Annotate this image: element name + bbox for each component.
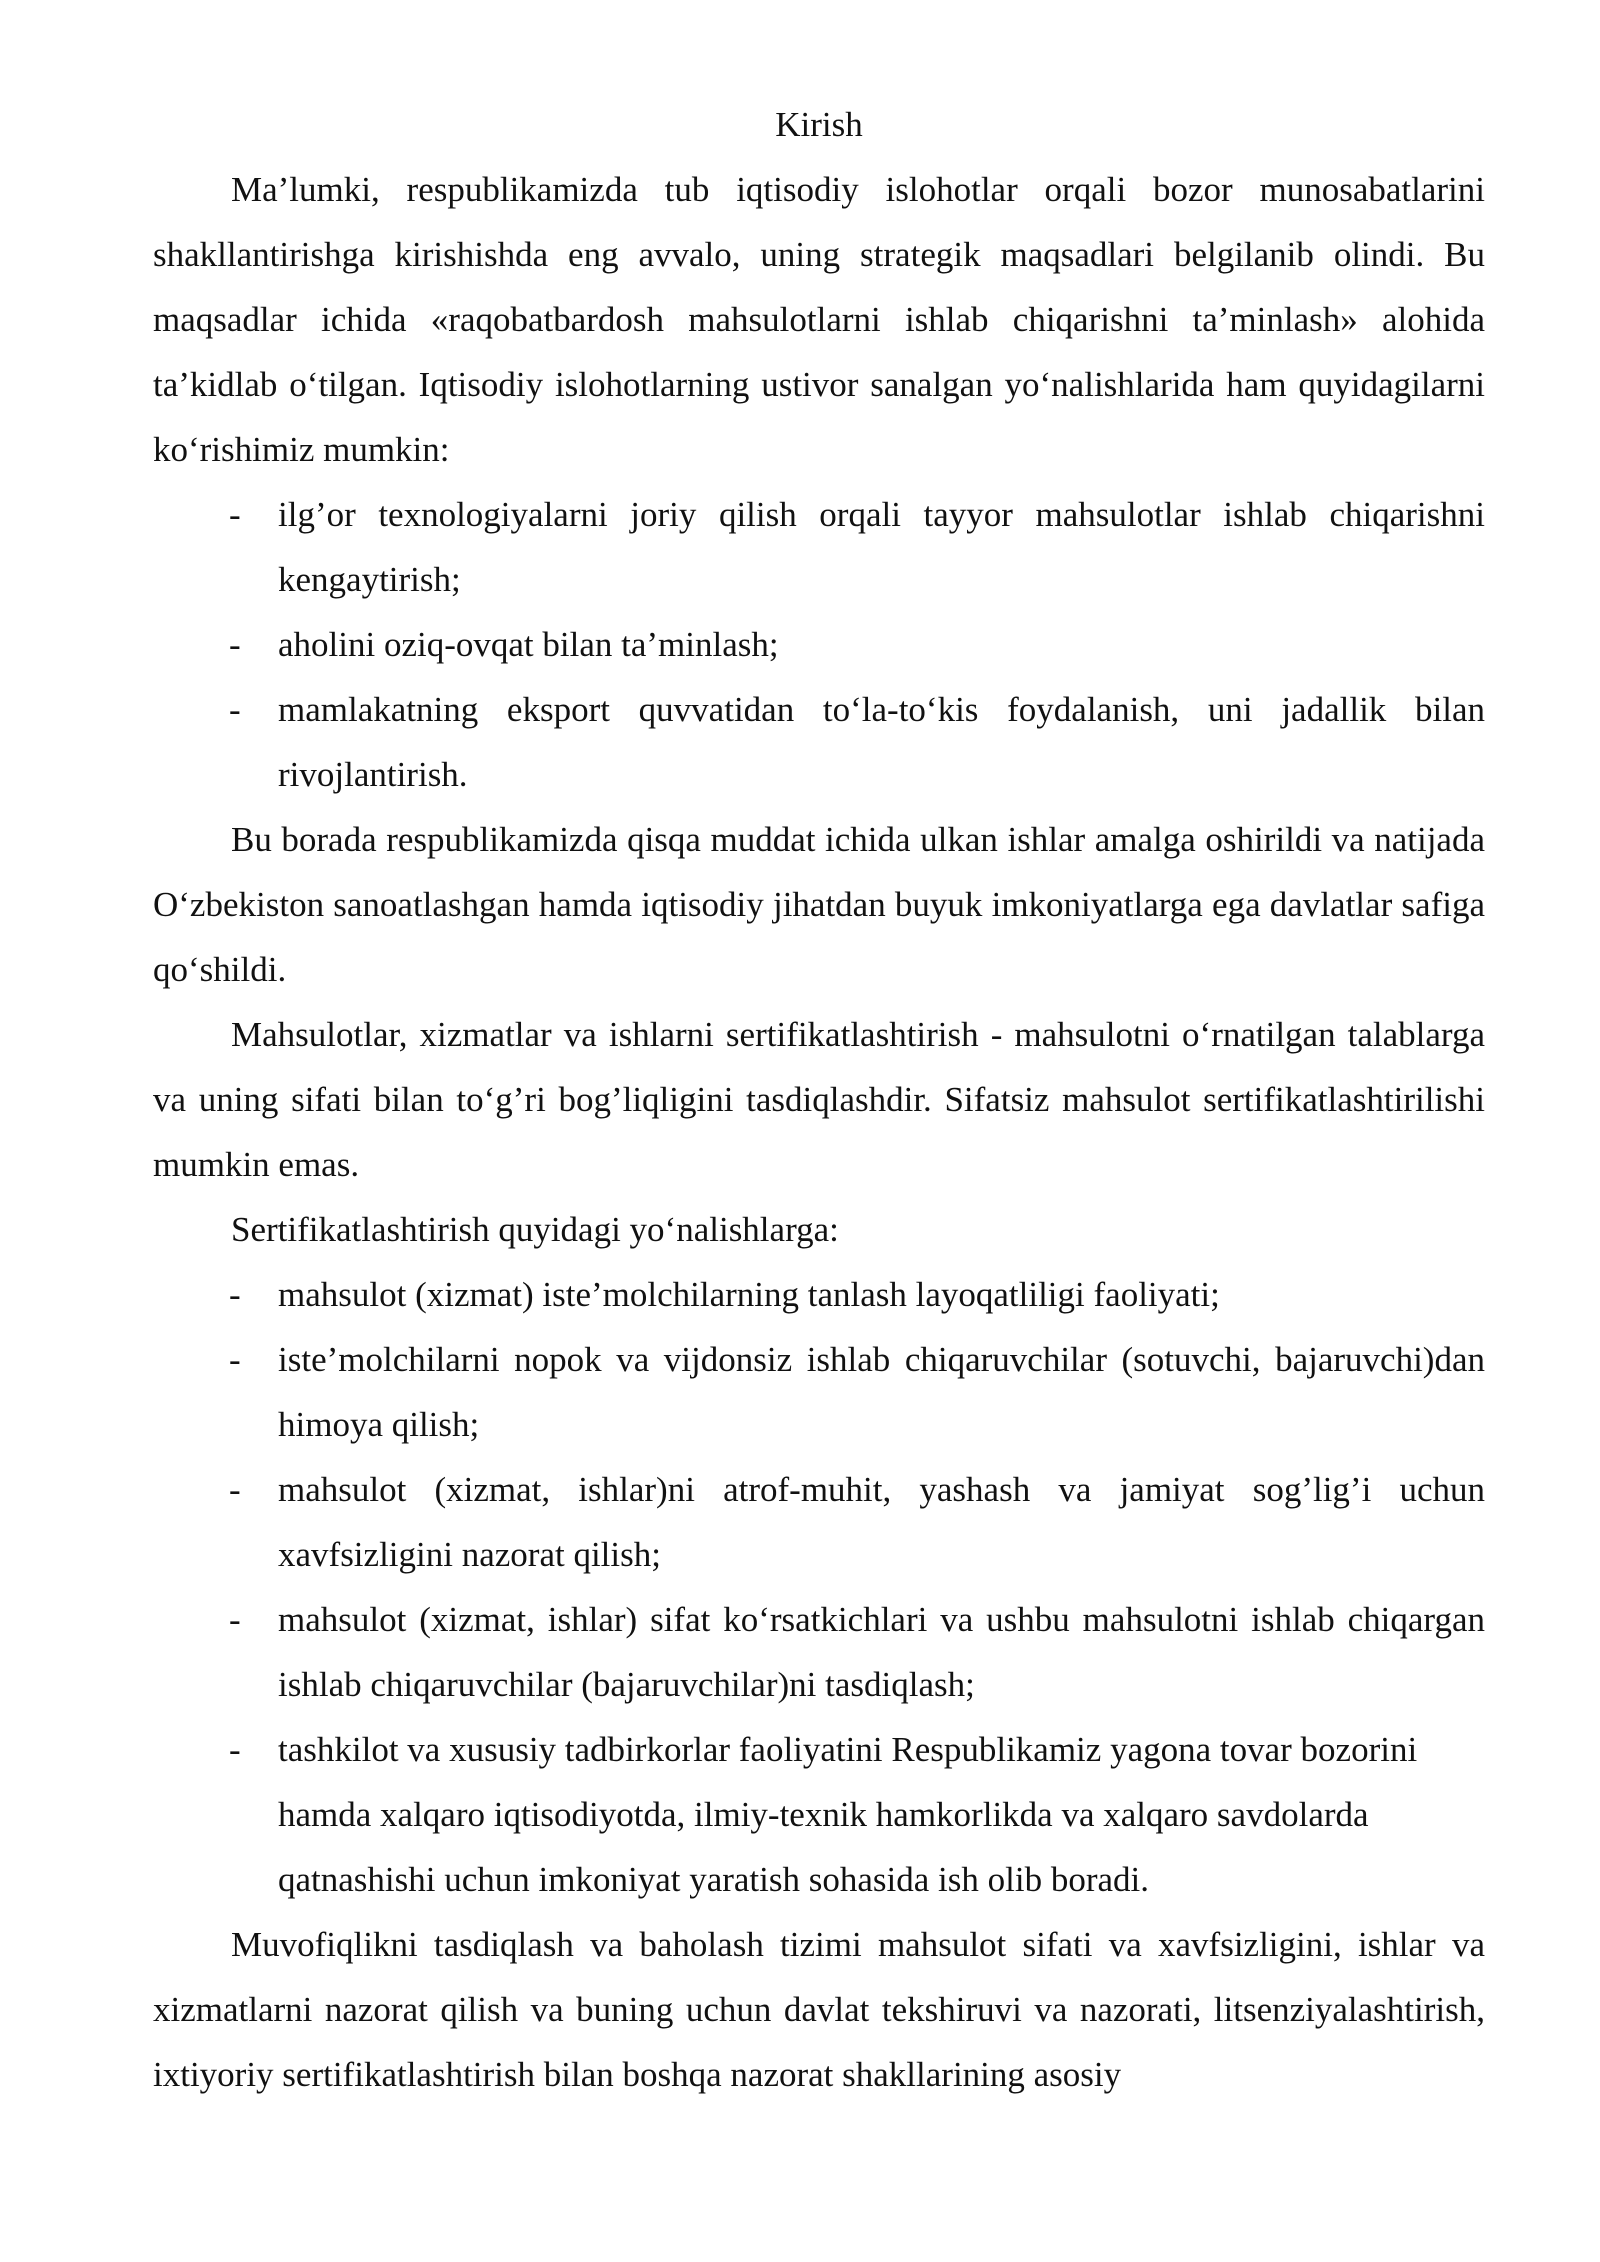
dash-marker: - xyxy=(229,1275,241,1314)
dash-marker: - xyxy=(229,690,241,729)
paragraph-achievements: Bu borada respublikamizda qisqa muddat ichida ulkan ishlar amalga oshirildi va natijada O‘zbekiston sanoatlashgan hamda iqtisodiy jihatdan buyuk imkoniyatlarga ega davlatlar safiga qo‘shildi. xyxy=(153,820,1485,989)
dash-marker: - xyxy=(229,1730,241,1769)
list-item xyxy=(153,1717,1485,1912)
dash-marker: - xyxy=(229,1600,241,1639)
paragraph-intro: Ma’lumki, respublikamizda tub iqtisodiy islohotlar orqali bozor munosabatlarini shakllantirishga kirishishda eng avvalo, uning strategik maqsadlari belgilanib olindi. Bu maqsadlar ichida «raqobatbardosh mahsulotlarni ishlab chiqarishni ta’minlash» alohida ta’kidlab o‘tilgan. Iqtisodiy islohotlarning ustivor sanalgan yo‘nalishlarida ham quyidagilarni ko‘rishimiz mumkin: xyxy=(153,170,1485,469)
list-item xyxy=(153,482,1485,612)
list-item-text: mahsulot (xizmat) iste’molchilarning tanlash layoqatliligi faoliyati; xyxy=(278,1275,1220,1314)
paragraph-conformity-assessment: Muvofiqlikni tasdiqlash va baholash tizimi mahsulot sifati va xavfsizligini, ishlar va xizmatlarni nazorat qilish va buning uchun davlat tekshiruvi va nazorati, litsenziyalashtirish, ixtiyoriy sertifikatlashtirish bilan boshqa nazorat shakllarining asosiy xyxy=(153,1925,1485,2094)
list-item-text: aholini oziq-ovqat bilan ta’minlash; xyxy=(278,625,779,664)
list-item xyxy=(153,1327,1485,1457)
list-item-text: mahsulot (xizmat, ishlar) sifat ko‘rsatkichlari va ushbu mahsulotni ishlab chiqargan ishlab chiqaruvchilar (bajaruvchilar)ni tasdiqlash; xyxy=(278,1600,1485,1704)
certification-directions-list xyxy=(153,1262,1485,1912)
paragraph-certification-definition: Mahsulotlar, xizmatlar va ishlarni sertifikatlashtirish - mahsulotni o‘rnatilgan talablarga va uning sifati bilan to‘g’ri bog’liqligini tasdiqlashdir. Sifatsiz mahsulot sertifikatlashtirilishi mumkin emas. xyxy=(153,1015,1485,1184)
dash-marker: - xyxy=(229,1470,241,1509)
document-title: Kirish xyxy=(775,105,863,144)
paragraph-certification-directions: Sertifikatlashtirish quyidagi yo‘nalishlarga: xyxy=(231,1210,839,1249)
document-page xyxy=(153,92,1485,2107)
list-item xyxy=(153,612,1485,677)
dash-marker: - xyxy=(229,625,241,664)
list-item-text: iste’molchilarni nopok va vijdonsiz ishlab chiqaruvchilar (sotuvchi, bajaruvchi)dan himoya qilish; xyxy=(278,1340,1485,1444)
list-item-text: ilg’or texnologiyalarni joriy qilish orqali tayyor mahsulotlar ishlab chiqarishni kengaytirish; xyxy=(278,495,1485,599)
list-item-text: tashkilot va xususiy tadbirkorlar faoliyatini Respublikamiz yagona tovar bozorini hamda xalqaro iqtisodiyotda, ilmiy-texnik hamkorlikda va xalqaro savdolarda qatnashishi uchun imkoniyat yaratish sohasida ish olib boradi. xyxy=(278,1730,1418,1899)
list-item-text: mahsulot (xizmat, ishlar)ni atrof-muhit, yashash va jamiyat sog’lig’i uchun xavfsizligini nazorat qilish; xyxy=(278,1470,1485,1574)
list-item xyxy=(153,1262,1485,1327)
list-item-text: mamlakatning eksport quvvatidan to‘la-to‘kis foydalanish, uni jadallik bilan rivojlantirish. xyxy=(278,690,1485,794)
priority-list xyxy=(153,482,1485,807)
dash-marker: - xyxy=(229,495,241,534)
dash-marker: - xyxy=(229,1340,241,1379)
list-item xyxy=(153,677,1485,807)
list-item xyxy=(153,1587,1485,1717)
list-item xyxy=(153,1457,1485,1587)
